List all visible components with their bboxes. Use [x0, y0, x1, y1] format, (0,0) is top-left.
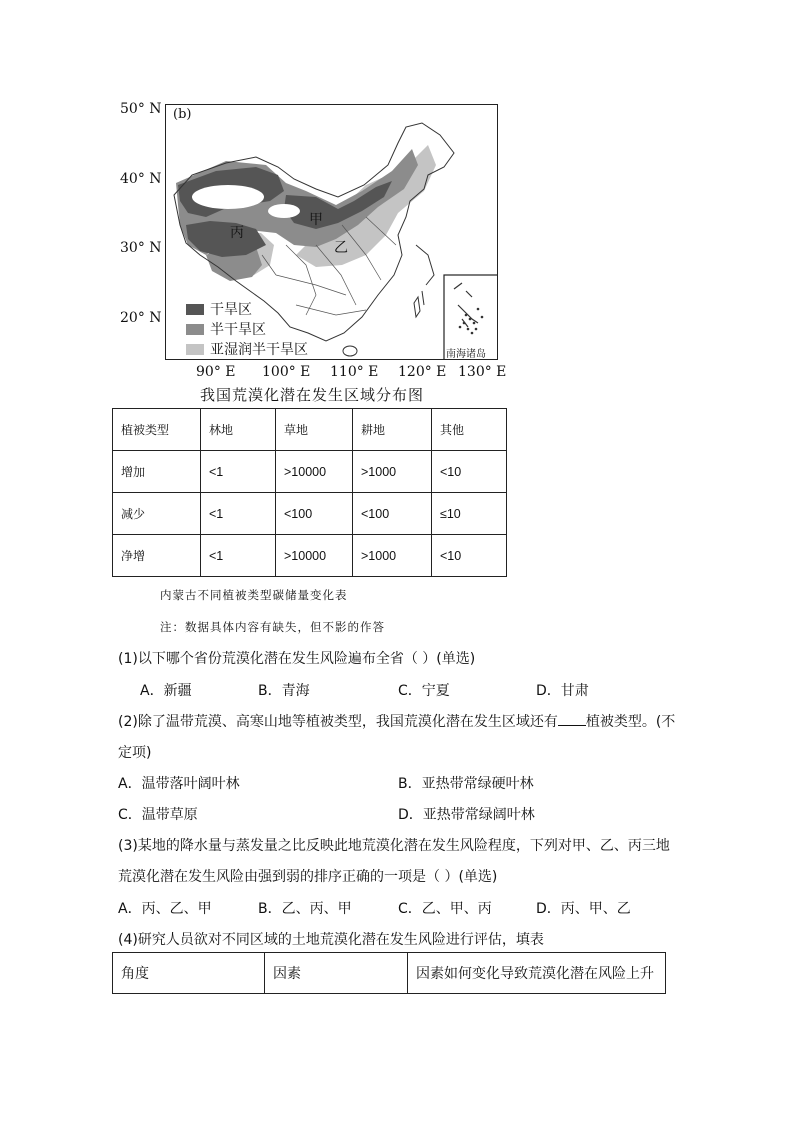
lon-label-130e: 130° E: [458, 364, 507, 380]
question-3-stem-cont: 荒漠化潜在发生风险由强到弱的排序正确的一项是（ ）(单选): [118, 869, 498, 885]
q2-stem-part-a: (2)除了温带荒漠、高寒山地等植被类型，我国荒漠化潜在发生区域还有: [118, 714, 558, 730]
lon-label-120e: 120° E: [398, 364, 447, 380]
table-cell: 减少: [113, 493, 201, 535]
inset-label: 南海诸岛: [446, 349, 486, 360]
q2-option-b[interactable]: B．亚热带常绿硬叶林: [398, 776, 534, 792]
lat-label-30n: 30° N: [120, 240, 162, 256]
place-label-bing: 丙: [230, 225, 244, 241]
q2-answer-blank[interactable]: [558, 724, 586, 726]
question-1-stem: (1)以下哪个省份荒漠化潜在发生风险遍布全省（ ）(单选): [118, 651, 476, 667]
table-cell: ≤10: [432, 493, 507, 535]
table-cell: <10: [432, 535, 507, 577]
place-label-jia: 甲: [309, 212, 323, 228]
q3-option-a[interactable]: A．丙、乙、甲: [118, 901, 212, 917]
desertification-map: [165, 104, 498, 360]
q1-option-c[interactable]: C．宁夏: [398, 683, 450, 699]
table-cell: 净增: [113, 535, 201, 577]
legend-swatch-arid: [186, 304, 204, 315]
table-header-cell: 其他: [432, 409, 507, 451]
table-cell: >10000: [276, 535, 353, 577]
table-caption: 内蒙古不同植被类型碳储量变化表: [160, 588, 348, 602]
place-label-yi: 乙: [334, 240, 348, 256]
question-2-stem: [118, 711, 675, 731]
q2-stem-part-b: 植被类型。(不: [585, 714, 676, 730]
lat-label-40n: 40° N: [120, 171, 162, 187]
lon-label-90e: 90° E: [196, 364, 236, 380]
table-cell: 增加: [113, 451, 201, 493]
legend-item-arid: [186, 299, 252, 319]
table-header-cell: 因素: [265, 953, 408, 994]
q3-option-c[interactable]: C．乙、甲、丙: [398, 901, 492, 917]
q1-option-d[interactable]: D．甘肃: [536, 683, 589, 699]
table-cell: <100: [276, 493, 353, 535]
legend-label: 干旱区: [210, 302, 252, 318]
table-header-cell: 角度: [113, 953, 265, 994]
question-3-stem: (3)某地的降水量与蒸发量之比反映此地荒漠化潜在发生风险程度，下列对甲、乙、丙三地: [118, 838, 670, 854]
table-note: 注：数据具体内容有缺失，但不影的作答: [160, 620, 385, 634]
table-header-cell: 植被类型: [113, 409, 201, 451]
map-caption: 我国荒漠化潜在发生区域分布图: [200, 386, 425, 404]
table-cell: <100: [353, 493, 432, 535]
table-header-cell: 草地: [276, 409, 353, 451]
lon-label-100e: 100° E: [262, 364, 311, 380]
table-header-cell: 因素如何变化导致荒漠化潜在风险上升: [408, 953, 666, 994]
table-cell: <10: [432, 451, 507, 493]
table-row: [113, 535, 507, 577]
q1-option-b[interactable]: B．青海: [258, 683, 310, 699]
table-header-cell: 耕地: [353, 409, 432, 451]
question-2-stem-cont: 定项): [118, 745, 152, 761]
table-cell: <1: [201, 535, 276, 577]
table-cell: >1000: [353, 535, 432, 577]
legend-label: 亚湿润半干旱区: [210, 342, 308, 358]
table-cell: >1000: [353, 451, 432, 493]
lat-label-20n: 20° N: [120, 310, 162, 326]
q2-option-c[interactable]: C．温带草原: [118, 807, 198, 823]
q3-option-d[interactable]: D．丙、甲、乙: [536, 901, 631, 917]
legend-swatch-subhumid: [186, 344, 204, 355]
table-row: [113, 493, 507, 535]
assessment-table: [112, 952, 666, 994]
question-4-stem: (4)研究人员欲对不同区域的土地荒漠化潜在发生风险进行评估，填表: [118, 932, 544, 948]
q2-option-a[interactable]: A．温带落叶阔叶林: [118, 776, 240, 792]
table-row: [113, 451, 507, 493]
table-cell: <1: [201, 493, 276, 535]
panel-label: (b): [173, 107, 192, 122]
lat-label-50n: 50° N: [120, 101, 162, 117]
lon-label-110e: 110° E: [330, 364, 379, 380]
q1-option-a[interactable]: A．新疆: [140, 683, 192, 699]
legend-swatch-semiarid: [186, 324, 204, 335]
q3-option-b[interactable]: B．乙、丙、甲: [258, 901, 352, 917]
table-cell: <1: [201, 451, 276, 493]
legend-label: 半干旱区: [210, 322, 266, 338]
table-header-row: [113, 409, 507, 451]
table-cell: >10000: [276, 451, 353, 493]
legend-item-semiarid: [186, 319, 266, 339]
table-header-row: [113, 953, 666, 994]
carbon-storage-table: [112, 408, 507, 577]
table-header-cell: 林地: [201, 409, 276, 451]
legend-item-subhumid: [186, 339, 308, 359]
q2-option-d[interactable]: D．亚热带常绿阔叶林: [398, 807, 535, 823]
